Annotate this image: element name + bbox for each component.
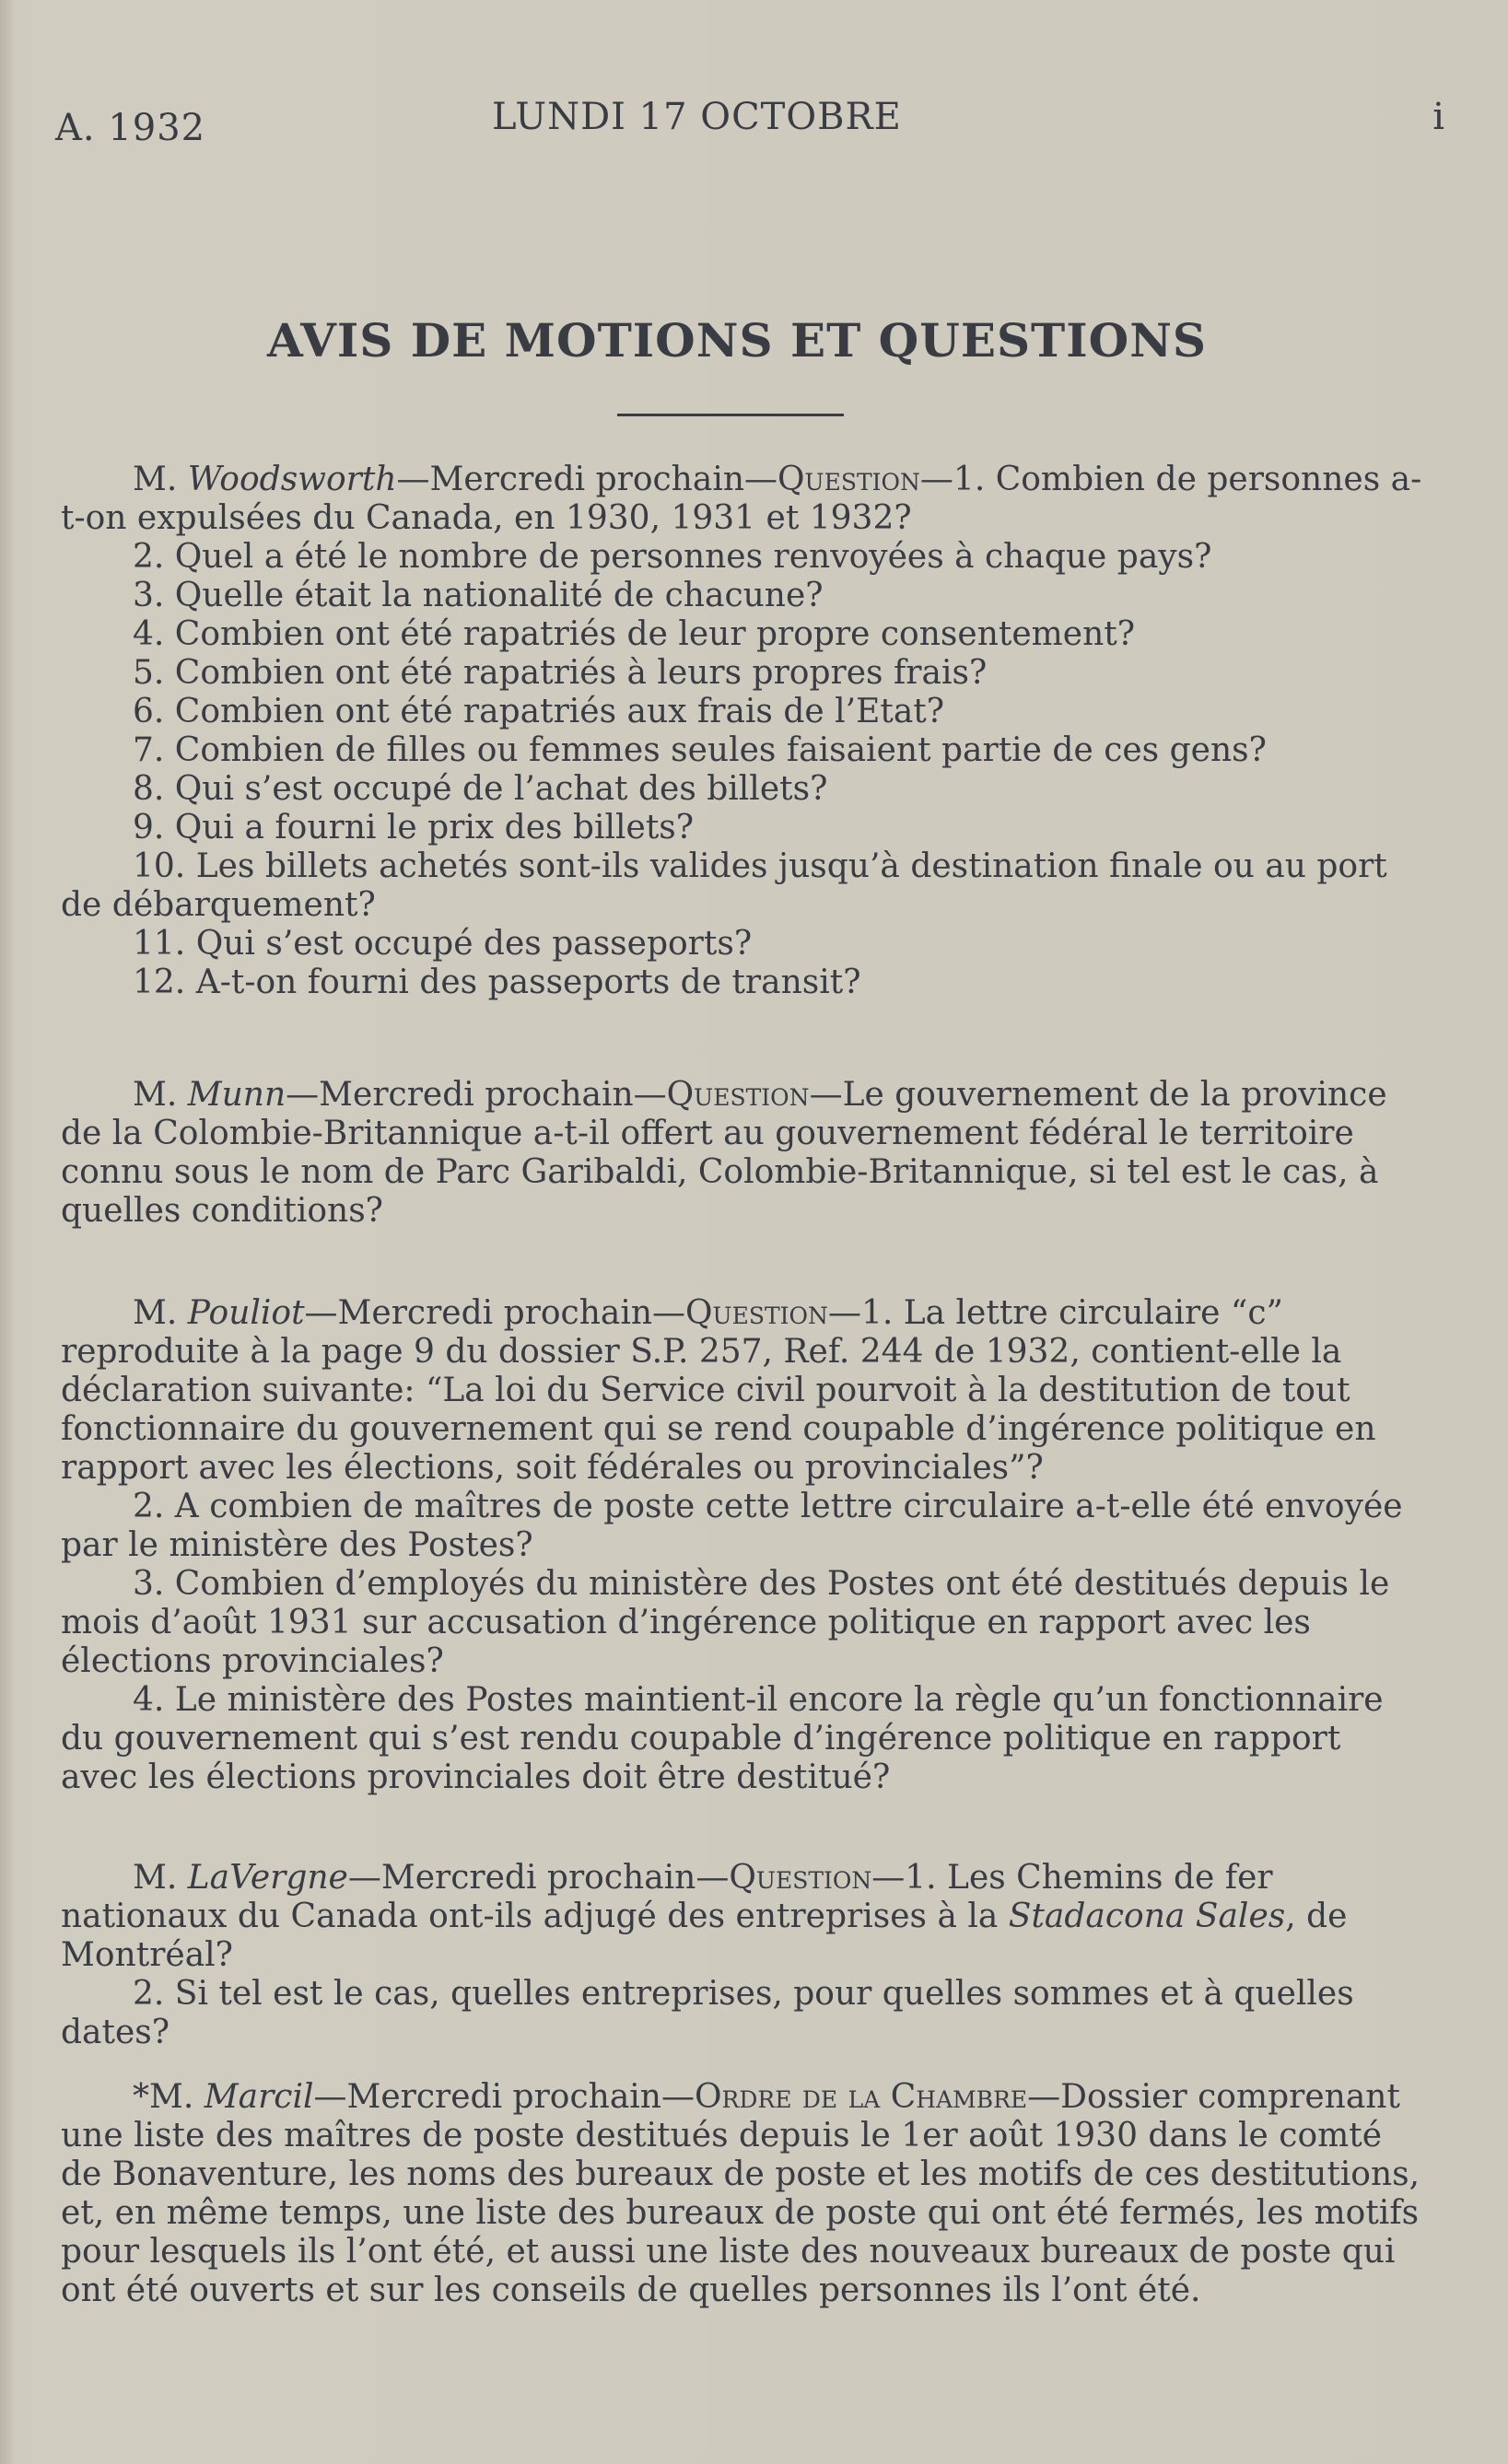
header-date: LUNDI 17 OCTOBRE [492,96,902,138]
motion-lavergne [61,1859,1424,2052]
question-item: 3. Combien d’employés du ministère des Postes ont été destitués depuis le mois d’août 1931 sur accusation d’ingérence politique en rapport avec les élections provinciales? [61,1565,1390,1680]
motion-pouliot [61,1294,1424,1797]
question-item: 7. Combien de filles ou femmes seules faisaient partie de ces gens? [133,731,1267,769]
question-item: 2. Si tel est le cas, quelles entreprises, pour quelles sommes et à quelles dates? [61,1975,1354,2051]
header-year: A. 1932 [55,107,206,149]
motion-intro: M. Pouliot—Mercredi prochain—Question—1. La lettre circulaire “c” reproduite à la page 9 du dossier S.P. 257, Ref. 244 de 1932, contient-elle la déclaration suivante: “La loi du Service civil pourvoit à la destitution de tout fonctionnaire du gouvernement qui se rend coupable d’ingérence politique en rapport avec les élections, soit fédérales ou provinciales”? [61,1294,1376,1487]
page-header [55,96,1453,151]
question-item: 12. A-t-on fourni des passeports de transit? [133,963,861,1001]
question-item: 3. Quelle était la nationalité de chacune? [133,577,824,614]
title-rule [617,414,844,416]
question-item: 10. Les billets achetés sont-ils valides jusqu’à destination finale ou au port de débarquement? [61,847,1387,924]
motion-intro: M. LaVergne—Mercredi prochain—Question—1. Les Chemins de fer nationaux du Canada ont-ils adjugé des entreprises à la Stadacona Sales, de Montréal? [61,1859,1348,1974]
question-item: 2. A combien de maîtres de poste cette lettre circulaire a-t-elle été envoyée par le ministère des Postes? [61,1488,1403,1564]
question-item: 2. Quel a été le nombre de personnes renvoyées à chaque pays? [133,538,1212,576]
question-item: 4. Combien ont été rapatriés de leur propre consentement? [133,615,1136,653]
motion-intro: M. Munn—Mercredi prochain—Question—Le gouvernement de la province de la Colombie-Britannique a-t-il offert au gouvernement fédéral le territoire connu sous le nom de Parc Garibaldi, Colombie-Britannique, si tel est le cas, à quelles conditions? [61,1076,1387,1230]
motion-munn [61,1076,1424,1231]
question-item: 5. Combien ont été rapatriés à leurs propres frais? [133,654,988,692]
header-page-number: i [1432,96,1445,138]
question-item: 4. Le ministère des Postes maintient-il encore la règle qu’un fonctionnaire du gouvernement qui s’est rendu coupable d’ingérence politique en rapport avec les élections provinciales doit être destitué? [61,1681,1384,1796]
question-item: 9. Qui a fourni le prix des billets? [133,809,695,847]
page-title: AVIS DE MOTIONS ET QUESTIONS [266,313,1208,368]
motion-intro: *M. Marcil—Mercredi prochain—Ordre de la Chambre—Dossier comprenant une liste des maîtres de poste destitués depuis le 1er août 1930 dans le comté de Bonaventure, les noms des bureaux de poste et les motifs de ces destitutions, et, en même temps, une liste des bureaux de poste qui ont été fermés, les motifs pour lesquels ils l’ont été, et aussi une liste des nouveaux bureaux de poste qui ont été ouverts et sur les conseils de quelles personnes ils l’ont été. [61,2078,1420,2309]
motion-intro: M. Woodsworth—Mercredi prochain—Question—1. Combien de personnes a-t-on expulsées du Canada, en 1930, 1931 et 1932? [61,461,1422,537]
motion-woodsworth [61,461,1424,1002]
question-item: 8. Qui s’est occupé de l’achat des billets? [133,770,828,808]
question-item: 6. Combien ont été rapatriés aux frais de l’Etat? [133,693,945,730]
motion-marcil [61,2078,1424,2310]
question-item: 11. Qui s’est occupé des passeports? [133,925,753,963]
